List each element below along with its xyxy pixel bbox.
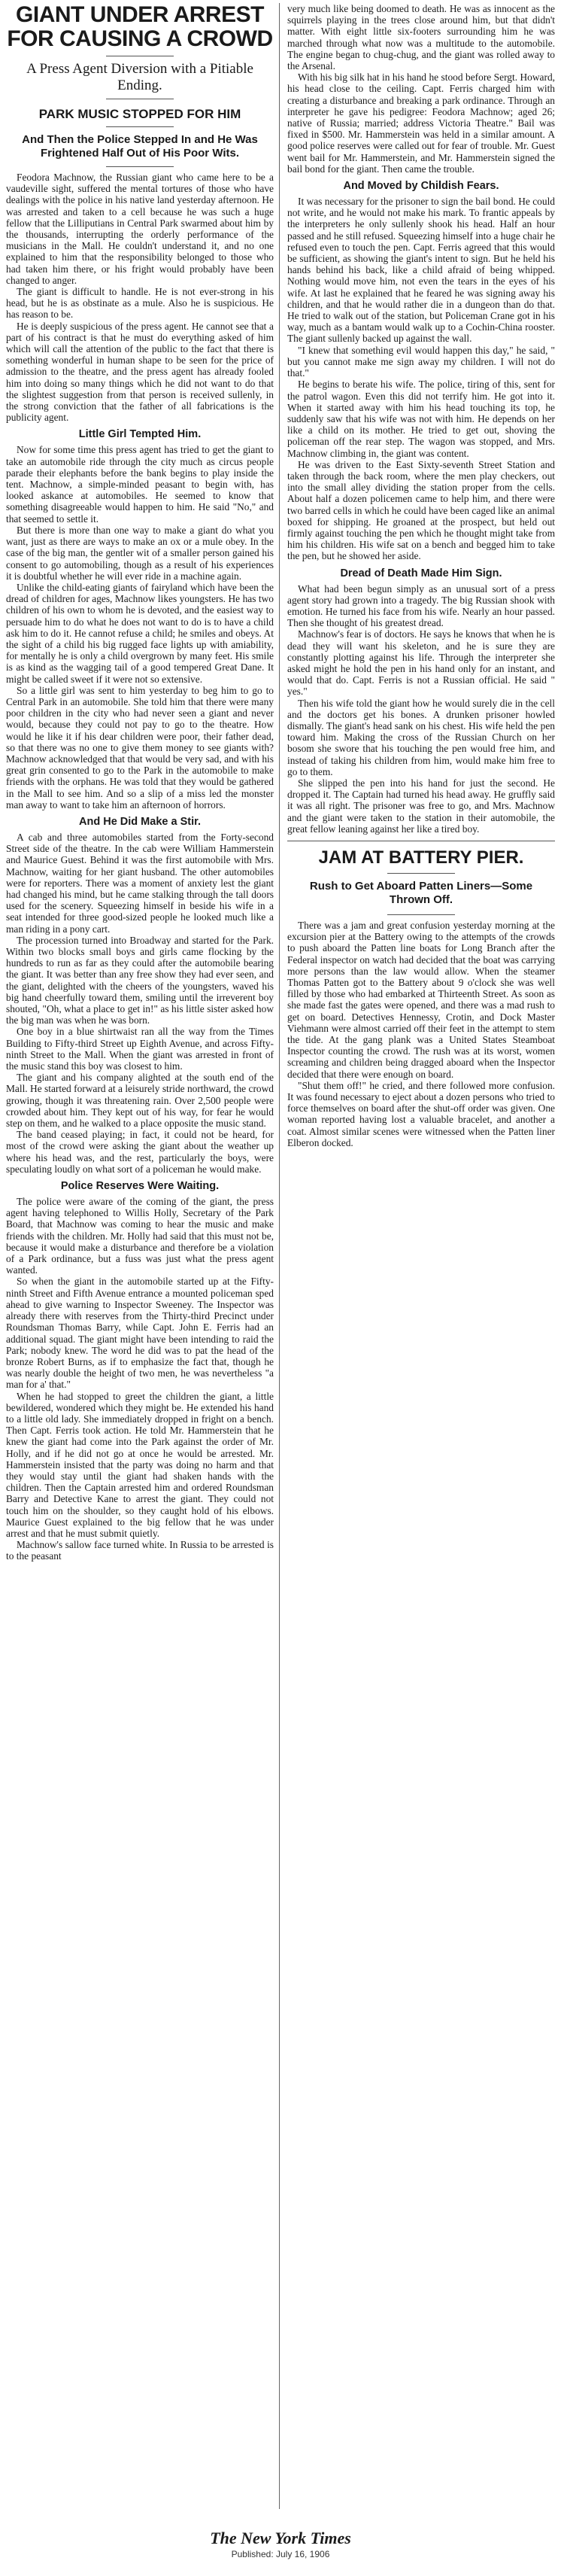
left-column: [6, 3, 274, 2513]
article-body-section-3: [6, 832, 274, 1175]
article-body-section-5: [287, 196, 555, 562]
deck-press-agent: A Press Agent Diversion with a Pitiable Ending.: [26, 61, 253, 93]
article-body-section-2: [6, 444, 274, 811]
article-paragraph: Unlike the child-eating giants of fairyland which have been the dread of children for ages, Machnow likes youngsters. He has two children of his own to whom he is devoted, and the easiest way to persuade him to do what he does not want to do is to have a child ask him to do it. He cannot refuse a child; he smiles and obeys. At the sight of a child his big rugged face lights up with amiability, for mentally he is only a child overgrown by many feet. His smile is as kind as the wagging tail of a good tempered Great Dane. It might be called sweet if it were not so extensive.: [6, 581, 274, 685]
article-paragraph: He is deeply suspicious of the press agent. He cannot see that a part of his contract is that he must do everything asked of him which will call the attention of the public to the fact that there is something wonderful in human shape to be seen for the price of admission to the theatre, and the press agent has already fooled him into doing so many things which he did not want to do that the slightest suggestion from that person is received sullenly, in the strong conviction that the father of all fabrications is the publicity agent.: [6, 320, 274, 424]
article-paragraph: So when the giant in the automobile started up at the Fifty-ninth Street and Fifth Avenue entrance a mounted policeman sped ahead to give warning to Inspector Sweeney. The Inspector was already there with reserves from the Thirty-third Precinct under Roundsman Thomas Barry, while Capt. John E. Ferris had an additional squad. The giant might have been intending to raid the Park; nobody knew. The word he did was to pat the head of the bronze Robert Burns, as if to emphasize the fact that, though he was nearly double the height of two men, he was nevertheless "a man for a' that.": [6, 1276, 274, 1391]
deck-police-stepped-in: And Then the Police Stepped In and He Was Frightened Half Out of His Poor Wits.: [22, 133, 258, 160]
article-body-section-1: [6, 172, 274, 423]
section-heading-make-a-stir: And He Did Make a Stir.: [79, 815, 201, 828]
right-column: [287, 3, 555, 2513]
article-body-continued: [287, 3, 555, 175]
article-paragraph: The giant is difficult to handle. He is not ever-strong in his head, but he is as obstinate as a mule. Also he is suspicious. He has reason to be.: [6, 286, 274, 321]
article-paragraph: The band ceased playing; in fact, it could not be heard, for most of the crowd were asking the giant about the weather up where his head was, and the rest, particularly the boys, were speculating loudly on what sort of a policeman he would make.: [6, 1129, 274, 1175]
section-heading-police-reserves: Police Reserves Were Waiting.: [60, 1180, 220, 1193]
article-paragraph: Feodora Machnow, the Russian giant who came here to be a vaudeville sight, suffered the mental tortures of those who have dealings with the police in his native land yesterday afternoon. He was arrested and taken to a cell because he was such a huge fellow that the Lilliputians in Central Park swarmed about him by the thousands, interrupting the orderly performance of the musicians in the Mall. He couldn't understand it, and no one explained to him that the responsibility belonged to those who had taken him there, or his fright would probably have been changed to anger.: [6, 172, 274, 286]
column-divider: [279, 3, 280, 2509]
subhead-park-music: PARK MUSIC STOPPED FOR HIM: [38, 107, 241, 121]
article-paragraph: "I knew that something evil would happen this day," he said, " but you cannot make me sign away my children. I will not do that.": [287, 344, 555, 379]
article-paragraph: With his big silk hat in his hand he stood before Sergt. Howard, his head close to the ceiling. Capt. Ferris charged him with creating a disturbance and breaking a park ordinance. Through an interpreter he gave his pedigree: Feodora Machnow; aged 26; native of Russia; married; address Victoria Theatre." Bail was fixed in $500. Mr. Hammerstein was held in a similar amount. A good police reserves were called out for fear of trouble. Mr. Guest went bail for Mr. Hammerstein, and Mr. Hammerstein signed the bail bond for the giant. Then came the trouble.: [287, 71, 555, 175]
article-paragraph: He begins to berate his wife. The police, tiring of this, sent for the patrol wagon. Even this did not terrify him. He got into it. When it started away with him his head touching its top, he suddenly saw that his wife was not with him. He depends on her like a child on its mother. He tried to get out, shoving the policeman off the rear step. The wagon was stopped, and Mrs. Machnow climbing in, the giant was content.: [287, 379, 555, 459]
article-paragraph: It was necessary for the prisoner to sign the bail bond. He could not write, and he would not make his mark. To frantic appeals by the interpreters he only sullenly shook his head. Half an hour passed and he still refused. Squeezing himself into a huge chair he refused even to touch the pen. Capt. Ferris agreed that this would be sufficient, as showing the giant's intent to sign. But he held his hands behind his back, like a child afraid of being whipped. Nothing would move him, not even the tears in the eyes of his wife. At last he explained that he feared he was signing away his children, and that he would rather die in a dungeon than do that. He tried to walk out of the station, but Policeman Crane got in his way, much as a bantam would walk up to a Cochin-China rooster. The giant sullenly backed up against the wall.: [287, 196, 555, 345]
article-paragraph: But there is more than one way to make a giant do what you want, just as there are ways to make an ox or a mule obey. In the case of the big man, the gentler wit of a smaller person gained his consent to go automobiling, though as a result of his experiences it is doubtful whether he will ever ride in a machine again.: [6, 524, 274, 582]
section-heading-childish-fears: And Moved by Childish Fears.: [343, 180, 499, 193]
article-paragraph: What had been begun simply as an unusual sort of a press agent story had grown into a tragedy. The big Russian shook with emotion. He turned his face from his wife. Nearly an hour passed. Then she thought of his greatest dread.: [287, 582, 555, 629]
article-paragraph: very much like being doomed to death. He was as innocent as the squirrels playing in the trees close around him, but that didn't matter. With eight little six-footers surrounding him he was marched through what now was a multitude to the automobile. The engine began to chug-chug, and the giant was rolled away to the Arsenal.: [287, 3, 555, 72]
divider: [387, 914, 455, 915]
article-paragraph: "Shut them off!" he cried, and there followed more confusion. It was found necessary to eject about a dozen persons who tried to force themselves on board after the shut-off order was given. One woman reported having lost a valuable bracelet, and another a coat. Almost similar scenes were witnessed when the Patten liner Elberon docked.: [287, 1079, 555, 1148]
section-heading-dread-of-death: Dread of Death Made Him Sign.: [340, 567, 502, 579]
article-paragraph: She slipped the pen into his hand for just the second. He dropped it. The Captain had turned his head away. He gruffly said it was all right. The prisoner was free to go, and Mrs. Machnow and the giant were taken to the station in their automobile, the great fellow leaning against her like a tired boy.: [287, 777, 555, 835]
article-paragraph: Machnow's sallow face turned white. In Russia to be arrested is to the peasant: [6, 1539, 274, 1562]
divider: [106, 126, 174, 127]
article-body-section-4: [6, 1196, 274, 1562]
section-heading-little-girl: Little Girl Tempted Him.: [78, 428, 202, 441]
headline-battery-pier: JAM AT BATTERY PIER.: [318, 847, 524, 868]
article-body-section-6: [287, 583, 555, 835]
article-paragraph: A cab and three automobiles started from the Forty-second Street side of the theatre. In the cab were William Hammerstein and Maurice Guest. Behind it was the first automobile with Mrs. Machnow, waiting for her giant husband. The other automobiles were for reporters. There was a moment of anxiety lest the giant had changed his mind, but he came stalking through the tall doors used for the scenery. Squeezing himself in beside his wife in a seat intended for three good-sized people he looked much like a man riding in a pony cart.: [6, 831, 274, 935]
article-paragraph: So a little girl was sent to him yesterday to beg him to go to Central Park in an automobile. She told him that there were many poor children in the city who had never seen a giant and never would, because they could not pay to go to the theatre. How would he like it if his dear children were poor, their father dead, so that there was no one to give them money to see giants with? Machnow acknowledged that that would be very sad, and with his great grin consented to go to the Park in the automobile to make friends with the orphans. He was told that they would be gathered in the Mall to see him. And so a slip of a miss led the monster man away to want to take him an afternoon of horrors.: [6, 684, 274, 811]
article-paragraph: The procession turned into Broadway and started for the Park. Within two blocks small boys and girls came flocking by the hundreds to run as far as they could after the automobile bearing the giant. It was better than any free show they had ever seen, and the giant, delighted with the cheers of the youngsters, waved his big hand cheerfully toward them, smiling until the irreverent boy shouted, "Oh, what a place to get in!" as his little sister asked how the big man was when he was born.: [6, 934, 274, 1026]
deck-patten-liners: Rush to Get Aboard Patten Liners—Some Thrown Off.: [309, 880, 533, 907]
publication-date: Published: July 16, 1906: [231, 2549, 330, 2559]
article-paragraph: There was a jam and great confusion yesterday morning at the excursion pier at the Battery owing to the attempts of the crowds to push aboard the Patten line boats for Long Branch after the Federal inspector on watch had decided that the boat was carrying more persons than the law would allow. When the steamer Thomas Patten got to the Battery about 9 o'clock she was well filled by those who had embarked at Thirteenth Street. As soon as she made fast the gates were opened, and there was a mad rush to get on board. Detectives Hennessy, Crotin, and Dock Master Viehmann were almost carried off their feet in the attempt to stem the tide. At the gang plank was a United States Steamboat Inspector counting the crowd. The rush was at its worst, women screaming and children being dragged aboard when the Inspector decided that there were enough on board.: [287, 920, 555, 1080]
article-paragraph: When he had stopped to greet the children the giant, a little bewildered, wondered which they might be. He extended his hand to a little old lady. She immediately dropped in fright on a bench. Then Capt. Ferris took action. He told Mr. Hammerstein that he knew the giant had come into the Park against the order of Mr. Holly, and if he did not go at once he would be arrested. Mr. Hammerstein insisted that the party was doing no harm and that they would stay until the giant had shaken hands with the children. Then the Captain arrested him and ordered Roundsman Barry and Detective Kane to arrest the giant. They could not touch him on the shoulder, so they caught hold of his elbows. Maurice Guest explained to the big fellow that he was under arrest and that he must submit quietly.: [6, 1390, 274, 1539]
article-paragraph: The police were aware of the coming of the giant, the press agent having telephoned to Willis Holly, Secretary of the Park Board, that Machnow was coming to hear the music and make friends with the children. Mr. Holly had said that this must not be, because it would make a disturbance and therefore be a violation of a Park ordinance, but a fuss was just what the press agent wanted.: [6, 1196, 274, 1276]
article-paragraph: Machnow's fear is of doctors. He says he knows that when he is dead they will want his skeleton, and he is sure they are constantly plotting against his life. Through the interpreter she asked might he hold the pen in his hand only for an instant, and would that do. Capt. Ferris is not a Russian official. He said " yes.": [287, 628, 555, 698]
article-paragraph: He was driven to the East Sixty-seventh Street Station and taken through the back room, where the men play checkers, out into the small alley dividing the station proper from the cells. About half a dozen policemen came to help him, and there were two barred cells in which he could have been caged like an animal boxed for shipping. He groaned at the prospect, but held out firmly against touching the pen which he thought might take from him his children. His wife sat on a bench and begged him to take the pen, but he showed her aside.: [287, 458, 555, 562]
article-body-battery-pier: [287, 920, 555, 1148]
page-footer: [0, 2529, 561, 2560]
divider: [387, 873, 455, 874]
article-paragraph: Then his wife told the giant how he would surely die in the cell and the doctors get his bones. A drunken prisoner howled dismally. The giant's head sank on his chest. His wife held the pen toward him. Making the cross of the Russian Church on her bosom she swore that his touching the pen would free him, and instead of taking his children from him, would make him free to go to them.: [287, 697, 555, 777]
divider: [106, 166, 174, 167]
article-paragraph: The giant and his company alighted at the south end of the Mall. He started forward at a leisurely stride northward, the crowd growing, though it was threatening rain. Over 2,500 people were crowded about him. They kept out of his way, for fear he would step on them, and he walked to a place opposite the music stand.: [6, 1072, 274, 1130]
article-paragraph: One boy in a blue shirtwaist ran all the way from the Times Building to Fifty-third Street up Eighth Avenue, and across Fifty-ninth Street to the Mall. When the giant was arrested in front of the music stand this boy was closest to him.: [6, 1026, 274, 1072]
newspaper-masthead: The New York Times: [210, 2529, 351, 2547]
article-paragraph: Now for some time this press agent has tried to get the giant to take an automobile ride through the city much as circus people parade their elephants before the bank begins to play inside the tent. Machnow, a simple-minded peasant to begin with, has looked askance at automobiles. He seemed to know that something disagreeable would happen to him. He said "No," and that seemed to settle it.: [6, 444, 274, 525]
headline-giant-arrest: GIANT UNDER ARREST FOR CAUSING A CROWD: [7, 3, 273, 51]
